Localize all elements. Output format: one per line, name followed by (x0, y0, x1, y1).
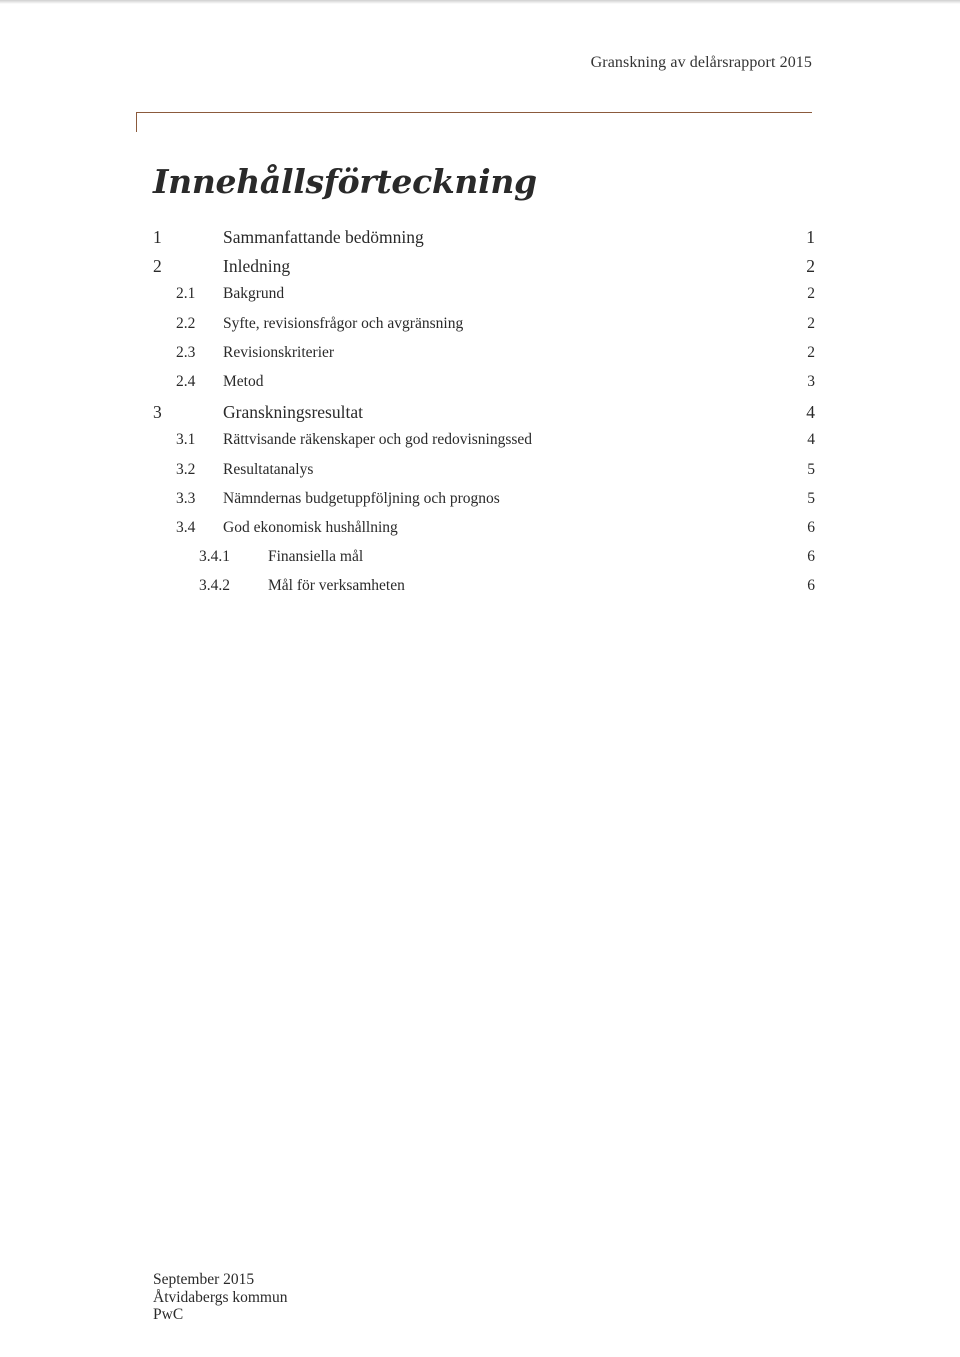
toc-entry-number: 2.3 (176, 343, 196, 361)
header-rule-corner (136, 112, 137, 132)
toc-entry-page-number: 1 (806, 227, 815, 247)
toc-entry-label: Resultatanalys (223, 460, 314, 478)
toc-entry-number: 2.2 (176, 314, 196, 332)
toc-entry[interactable] (0, 224, 960, 253)
toc-entry[interactable] (0, 370, 960, 399)
toc-entry-number: 2.4 (176, 372, 196, 390)
toc-entry-number: 3.4.2 (199, 577, 230, 595)
toc-entry-page-number: 6 (807, 518, 815, 536)
toc-entry-label: Rättvisande räkenskaper och god redovisningssed (223, 431, 533, 449)
toc-entry-number: 1 (153, 227, 162, 247)
footer-date: September 2015 (153, 1271, 255, 1288)
toc-entry-page-number: 3 (807, 372, 815, 390)
toc-entry-number: 3.4 (176, 518, 196, 536)
toc-entry-label: Granskningsresultat (223, 402, 363, 423)
toc-title: Innehållsförteckning (153, 162, 537, 201)
toc-entry-page-number: 6 (807, 577, 815, 595)
toc-entry[interactable] (0, 428, 960, 457)
toc-entry-number: 3 (153, 402, 162, 423)
toc-entry-page-number: 4 (806, 402, 815, 423)
toc-entry-label: Syfte, revisionsfrågor och avgränsning (223, 314, 464, 332)
running-header: Granskning av delårsrapport 2015 (590, 54, 812, 71)
footer (153, 1271, 287, 1324)
toc-entry-label: Mål för verksamheten (268, 577, 405, 595)
toc-entry[interactable] (0, 312, 960, 341)
toc-entry-page-number: 4 (807, 431, 815, 449)
toc-entry[interactable] (0, 341, 960, 370)
toc-entry-number: 3.3 (176, 489, 196, 507)
toc-entry-label: Bakgrund (223, 285, 285, 303)
toc-entry-page-number: 2 (806, 256, 815, 277)
toc-entry[interactable] (0, 487, 960, 516)
toc-entry[interactable] (0, 282, 960, 311)
scan-edge (0, 0, 960, 4)
toc-entry-page-number: 2 (807, 314, 815, 332)
toc-entry-number: 2 (153, 256, 162, 277)
toc-entry-label: Metod (223, 372, 264, 390)
toc-entry-number: 3.1 (176, 431, 196, 449)
toc-entry-label: God ekonomisk hushållning (223, 518, 398, 536)
toc-entry-number: 3.2 (176, 460, 196, 478)
header-rule (136, 112, 812, 113)
toc-entry-label: Finansiella mål (268, 548, 364, 566)
toc-entry-label: Sammanfattande bedömning (223, 227, 424, 247)
toc-entry[interactable] (0, 516, 960, 545)
toc-entry-page-number: 5 (807, 489, 815, 507)
toc-entry-page-number: 6 (807, 548, 815, 566)
toc-entry-page-number: 2 (807, 343, 815, 361)
toc-entry[interactable] (0, 399, 960, 428)
toc-entry-label: Inledning (223, 256, 291, 277)
toc-entry-number: 2.1 (176, 285, 196, 303)
toc-entry[interactable] (0, 545, 960, 574)
footer-firm: PwC (153, 1306, 184, 1323)
toc-entry-label: Nämndernas budgetuppföljning och prognos (223, 489, 500, 507)
toc-entry-label: Revisionskriterier (223, 343, 335, 361)
toc-entry[interactable] (0, 253, 960, 282)
toc-entry-page-number: 2 (807, 285, 815, 303)
toc-entry-number: 3.4.1 (199, 548, 230, 566)
toc-entry[interactable] (0, 574, 960, 603)
footer-organization: Åtvidabergs kommun (153, 1288, 288, 1306)
toc-entry-page-number: 5 (807, 460, 815, 478)
toc-entry[interactable] (0, 458, 960, 487)
table-of-contents (0, 224, 960, 603)
